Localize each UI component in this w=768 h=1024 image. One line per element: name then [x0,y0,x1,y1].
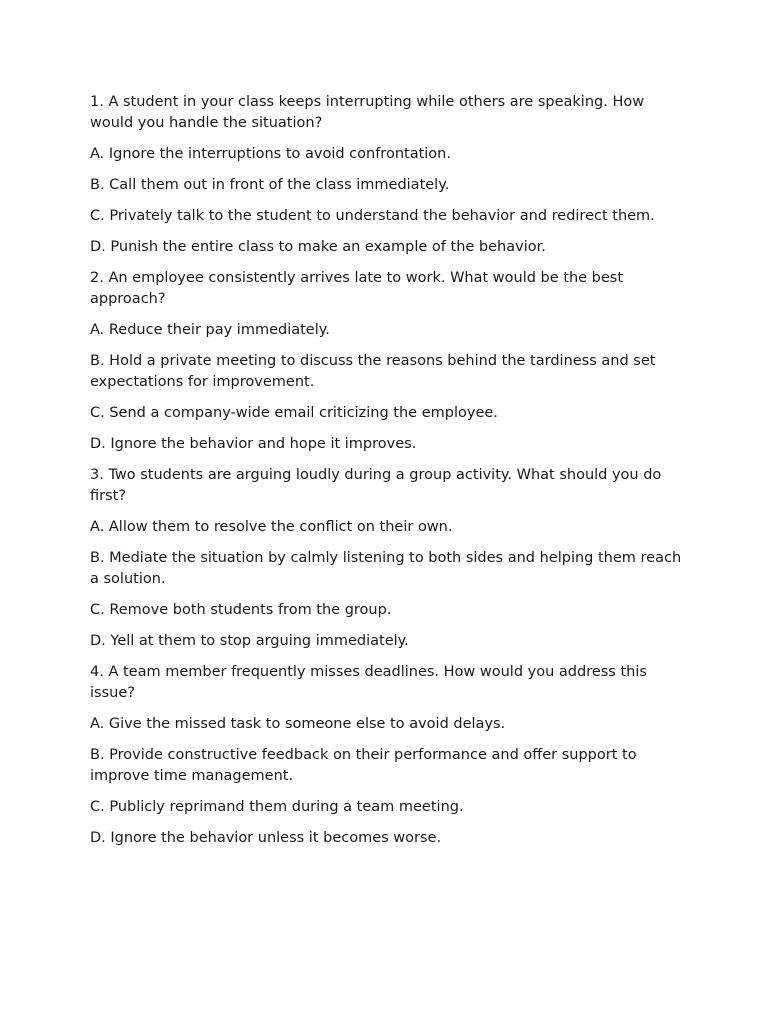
question-1-option-d: D. Punish the entire class to make an example of the behavior. [90,239,546,255]
question-3-option-c: C. Remove both students from the group. [90,602,392,618]
question-1-option-a: A. Ignore the interruptions to avoid confrontation. [90,146,451,162]
question-3-option-a: A. Allow them to resolve the conflict on their own. [90,519,453,535]
question-3-option-d: D. Yell at them to stop arguing immediately. [90,633,409,649]
document-body [90,92,690,859]
question-1-option-c: C. Privately talk to the student to understand the behavior and redirect them. [90,208,655,224]
question-2-option-a: A. Reduce their pay immediately. [90,322,330,338]
question-4-option-b: B. Provide constructive feedback on their performance and offer support to improve time management. [90,747,637,784]
question-2-option-b: B. Hold a private meeting to discuss the reasons behind the tardiness and set expectations for improvement. [90,353,656,390]
question-2-option-d: D. Ignore the behavior and hope it improves. [90,436,417,452]
question-4-prompt: 4. A team member frequently misses deadlines. How would you address this issue? [90,664,647,701]
question-1-prompt: 1. A student in your class keeps interrupting while others are speaking. How would you handle the situation? [90,94,645,131]
question-4-option-c: C. Publicly reprimand them during a team meeting. [90,799,464,815]
question-3-option-b: B. Mediate the situation by calmly listening to both sides and helping them reach a solution. [90,550,682,587]
question-4-option-d: D. Ignore the behavior unless it becomes worse. [90,830,442,846]
question-3-prompt: 3. Two students are arguing loudly during a group activity. What should you do first? [90,467,662,504]
question-1-option-b: B. Call them out in front of the class immediately. [90,177,450,193]
question-2-prompt: 2. An employee consistently arrives late to work. What would be the best approach? [90,270,624,307]
question-2-option-c: C. Send a company-wide email criticizing the employee. [90,405,498,421]
question-4-option-a: A. Give the missed task to someone else to avoid delays. [90,716,506,732]
